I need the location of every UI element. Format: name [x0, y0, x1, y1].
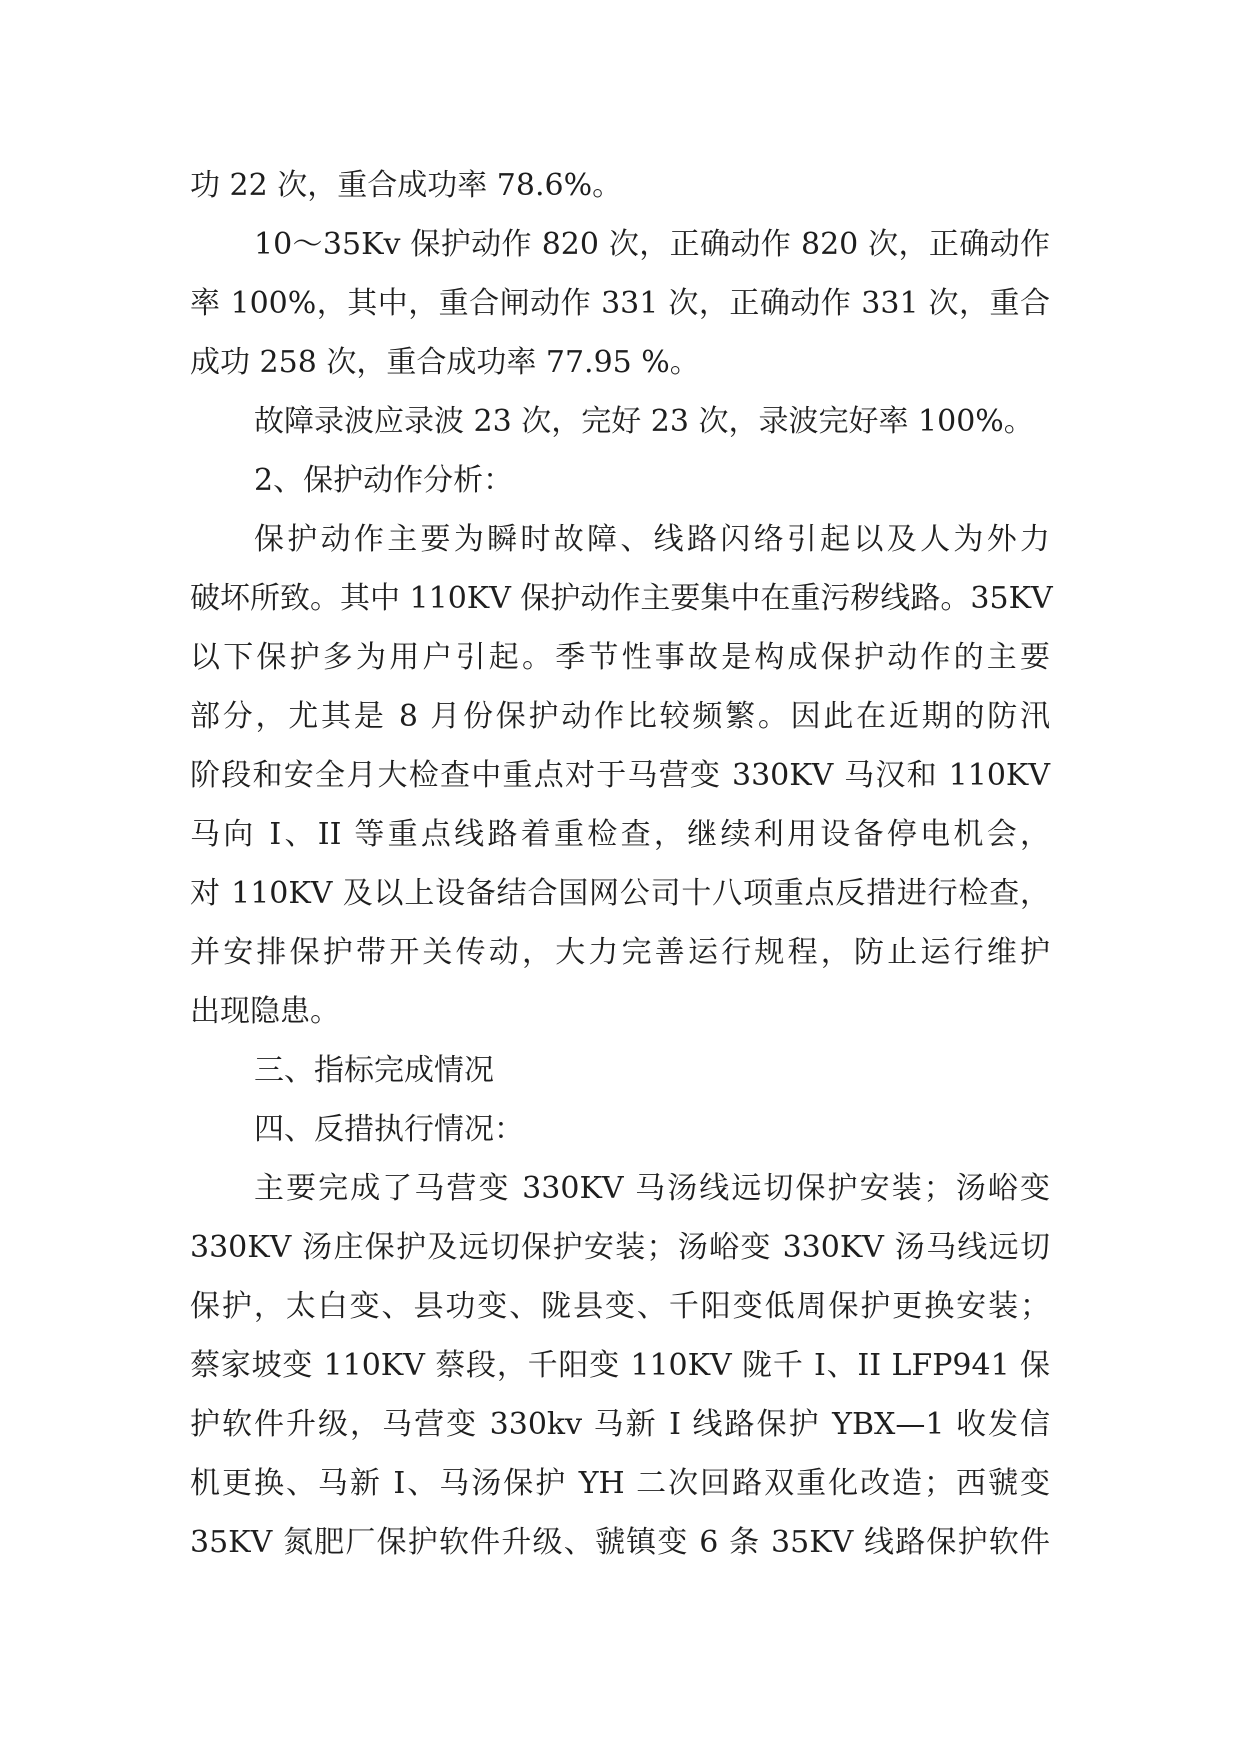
- text-line-2: 10～35Kv 保护动作 820 次，正确动作 820 次，正确动作: [254, 227, 1050, 262]
- text-line-1: 功 22 次，重合成功率 78.6%。: [190, 168, 623, 203]
- text-line-24: 35KV 氮肥厂保护软件升级、虢镇变 6 条 35KV 线路保护软件: [190, 1525, 1050, 1560]
- text-line-4: 成功 258 次，重合成功率 77.95 %。: [190, 345, 700, 380]
- text-line-14: 并安排保护带开关传动，大力完善运行规程，防止运行维护: [190, 935, 1050, 970]
- text-line-20: 保护，太白变、县功变、陇县变、千阳变低周保护更换安装；: [190, 1289, 1050, 1324]
- text-line-8: 破坏所致。其中 110KV 保护动作主要集中在重污秽线路。35KV: [190, 581, 1053, 616]
- text-line-21: 蔡家坡变 110KV 蔡段，千阳变 110KV 陇千 I、II LFP941 保: [190, 1348, 1050, 1383]
- text-line-15: 出现隐患。: [190, 994, 340, 1029]
- text-line-12: 马向 I、II 等重点线路着重检查，继续利用设备停电机会，: [190, 817, 1050, 852]
- text-line-19: 330KV 汤庄保护及远切保护安装；汤峪变 330KV 汤马线远切: [190, 1230, 1050, 1265]
- document-body: [190, 156, 1053, 1572]
- text-line-10: 部分，尤其是 8 月份保护动作比较频繁。因此在近期的防汛: [190, 699, 1050, 734]
- section-heading-indicators: 三、指标完成情况: [254, 1053, 494, 1088]
- text-line-11: 阶段和安全月大检查中重点对于马营变 330KV 马汉和 110KV: [190, 758, 1050, 793]
- section-heading-countermeasures: 四、反措执行情况：: [254, 1112, 524, 1147]
- text-line-9: 以下保护多为用户引起。季节性事故是构成保护动作的主要: [190, 640, 1050, 675]
- text-line-22: 护软件升级，马营变 330kv 马新 I 线路保护 YBX—1 收发信: [190, 1407, 1050, 1442]
- text-line-13: 对 110KV 及以上设备结合国网公司十八项重点反措进行检查，: [190, 876, 1050, 911]
- text-line-7: 保护动作主要为瞬时故障、线路闪络引起以及人为外力: [254, 522, 1050, 557]
- section-heading-protection-analysis: 2、保护动作分析：: [254, 463, 514, 498]
- text-line-18: 主要完成了马营变 330KV 马汤线远切保护安装；汤峪变: [254, 1171, 1050, 1206]
- text-line-5: 故障录波应录波 23 次，完好 23 次，录波完好率 100%。: [254, 404, 1034, 439]
- text-line-23: 机更换、马新 I、马汤保护 YH 二次回路双重化改造；西虢变: [190, 1466, 1050, 1501]
- text-line-3: 率 100%，其中，重合闸动作 331 次，正确动作 331 次，重合: [190, 286, 1050, 321]
